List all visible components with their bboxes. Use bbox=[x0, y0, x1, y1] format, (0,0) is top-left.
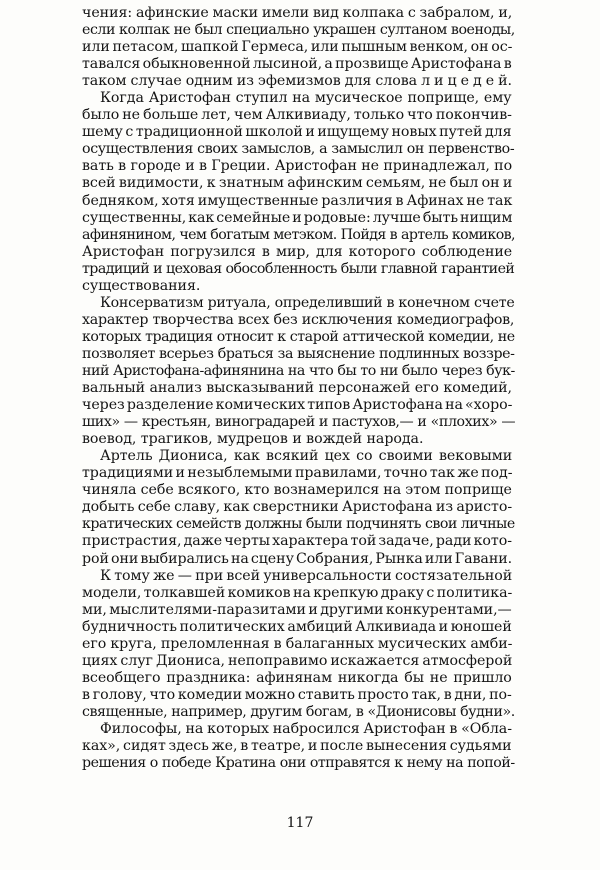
text-line: ших» — крестьян, виноградарей и пастухов,— и «плохих» — bbox=[82, 414, 516, 431]
text-line: таком случае одним из эфемизмов для слова л и ц е д е й. bbox=[82, 73, 512, 90]
text-line: если колпак не был специально украшен султаном военоды, bbox=[82, 22, 515, 39]
text-line: его круга, преломленная в балаганных мусических амби- bbox=[82, 635, 513, 652]
text-line: воевод, трагиков, мудрецов и вождей народа. bbox=[82, 431, 424, 448]
text-line: решения о победе Кратина они отправятся к нему на попой- bbox=[82, 755, 515, 772]
text-line: чения: афинские маски имели вид колпака с забралом, и, bbox=[82, 5, 513, 21]
text-line: существенны, как семейные и родовые: лучше быть нищим bbox=[82, 209, 513, 226]
page-number: 117 bbox=[286, 815, 314, 831]
text-line: Философы, на которых набросился Аристофан в «Обла- bbox=[100, 720, 512, 737]
text-line: чиняла себе всякого, кто вознамерился на этом поприще bbox=[82, 482, 512, 499]
text-line: через разделение комических типов Аристофана на «хоро- bbox=[82, 397, 513, 414]
text-line: характер творчества всех без исключения комедиографов, bbox=[82, 311, 515, 328]
text-line: было не больше лет, чем Алкивиаду, только что покончив- bbox=[82, 107, 512, 124]
text-line: осуществления своих замыслов, а замыслил он первенство- bbox=[82, 141, 515, 158]
text-line: рой они выбирались на сцену Собрания, Рынка или Гавани. bbox=[82, 550, 513, 567]
text-line: будничность политических амбиций Алкивиада и юношей bbox=[82, 618, 512, 635]
text-line: шему с традиционной школой и ищущему новых путей для bbox=[82, 124, 512, 141]
text-line: Когда Аристофан ступил на мусическое поприще, ему bbox=[100, 90, 512, 107]
text-line: Аристофан погрузился в мир, для которого соблюдение bbox=[82, 243, 513, 260]
text-line: в голову, что комедии можно ставить просто так, в дни, по- bbox=[82, 686, 512, 703]
text-line: модели, толкавшей комиков на крепкую драку с политика- bbox=[82, 584, 513, 601]
text-line: которых традиция относит к старой аттической комедии, не bbox=[82, 328, 515, 345]
text-line: циях слуг Диониса, непоправимо искажается атмосферой bbox=[82, 652, 513, 669]
text-line: всеобщего праздника: афинянам никогда бы не пришло bbox=[82, 669, 512, 686]
body-text bbox=[82, 5, 516, 772]
text-line: вальный анализ высказываний персонажей его комедий, bbox=[82, 380, 512, 397]
text-line: К тому же — при всей универсальности состязательной bbox=[100, 567, 513, 584]
text-line: традиций и цеховая обособленность были главной гарантией bbox=[82, 260, 515, 277]
text-line: тавался обыкновенной лысиной, а прозвище Аристофана в bbox=[82, 56, 512, 73]
text-line: традициями и незыблемыми правилами, точно так же под- bbox=[82, 465, 513, 482]
text-line: ми, мыслителями-паразитами и другими конкурентами,— bbox=[82, 601, 512, 618]
text-line: существования. bbox=[82, 277, 201, 294]
text-line: афинянином, чем богатым метэком. Пойдя в артель комиков, bbox=[82, 226, 515, 243]
text-line: бедняком, хотя имущественные различия в Афинах не так bbox=[82, 192, 513, 209]
text-line: Консерватизм ритуала, определивший в конечном счете bbox=[100, 294, 515, 311]
text-line: пристрастия, даже черты характера той задаче, ради кото- bbox=[82, 533, 512, 550]
text-line: священные, например, другим богам, в «Дионисовы будни». bbox=[82, 703, 515, 720]
text-line: всей видимости, к знатным афинским семьям, не был он и bbox=[82, 175, 513, 192]
text-line: ний Аристофана-афинянина на что бы то ни было через бук- bbox=[82, 362, 515, 379]
text-line: добыть себе славу, как сверстники Аристофана из аристо- bbox=[82, 499, 513, 516]
text-line: кратических семейств должны были подчинять свои личные bbox=[82, 516, 515, 533]
text-line: ках», сидят здесь же, в театре, и после вынесения судьями bbox=[82, 738, 512, 755]
text-line: или петасом, шапкой Гермеса, или пышным венком, он ос- bbox=[82, 39, 513, 56]
text-line: Артель Диониса, как всякий цех со своими вековыми bbox=[100, 448, 513, 465]
text-line: позволяет всерьез браться за выяснение подлинных воззре- bbox=[82, 345, 515, 362]
text-line: вать в городе и в Греции. Аристофан не принадлежал, по bbox=[82, 158, 513, 175]
